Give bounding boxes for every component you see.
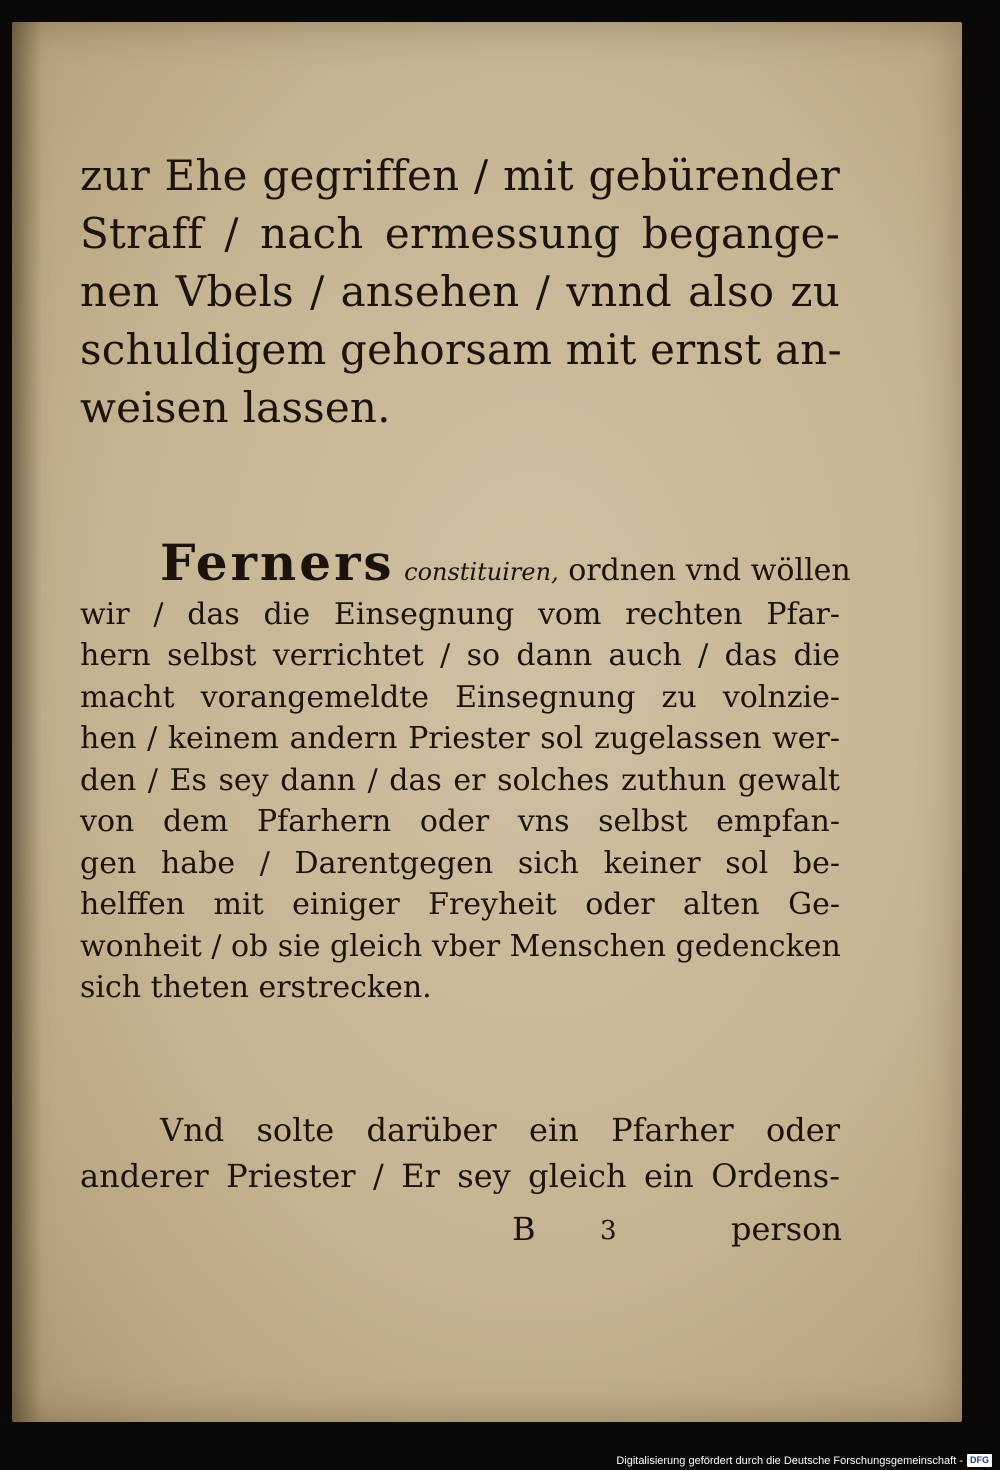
first-line-rest: ordnen vnd wöllen [568, 553, 851, 588]
paragraph-1 [80, 147, 840, 437]
text-line: zur Ehe gegriffen / mit gebürender [80, 151, 840, 200]
paragraph-2 [80, 533, 851, 1009]
text-line: weisen lassen. [80, 383, 391, 432]
text-line [80, 533, 851, 594]
text-line: nen Vbels / ansehen / vnnd also zu [80, 267, 840, 316]
text-line: gen habe / Darentgegen sich keiner sol be- [80, 845, 840, 881]
dfg-logo: DFG [967, 1454, 992, 1467]
signature-mark: B [512, 1210, 536, 1248]
text-line: den / Es sey dann / das er solches zuthun gewalt [80, 762, 840, 798]
initial-word: Ferners [160, 533, 395, 592]
book-page [12, 22, 962, 1422]
latin-word: constituiren, [404, 558, 559, 586]
text-line: von dem Pfarhern oder vns selbst empfan- [80, 804, 840, 839]
text-line: wir / das die Einsegnung vom rechten Pfar- [80, 596, 840, 632]
digitization-footer [616, 1454, 992, 1467]
paragraph-3 [80, 1107, 840, 1199]
text-line: Vnd solte darüber ein Pfarher oder [160, 1111, 840, 1149]
footer-text: Digitalisierung gefördert durch die Deutsche Forschungsgemeinschaft - [616, 1454, 963, 1467]
catchword: person [730, 1210, 842, 1248]
text-line: Straff / nach ermessung begange- [80, 209, 840, 258]
page-binding-shadow [12, 22, 42, 1422]
signature-number: 3 [600, 1216, 617, 1246]
text-line: macht vorangemeldte Einsegnung zu volnzie- [80, 679, 840, 715]
text-line: schuldigem gehorsam mit ernst an- [80, 325, 842, 374]
text-line: wonheit / ob sie gleich vber Menschen gedencken [80, 928, 841, 964]
text-line: hern selbst verrichtet / so dann auch / das die [80, 638, 840, 673]
text-line: sich theten erstrecken. [80, 970, 432, 1005]
text-line: anderer Priester / Er sey gleich ein Ordens- [80, 1157, 840, 1195]
text-line: hen / keinem andern Priester sol zugelassen wer- [80, 721, 840, 756]
text-line: helffen mit einiger Freyheit oder alten Ge- [80, 887, 840, 922]
